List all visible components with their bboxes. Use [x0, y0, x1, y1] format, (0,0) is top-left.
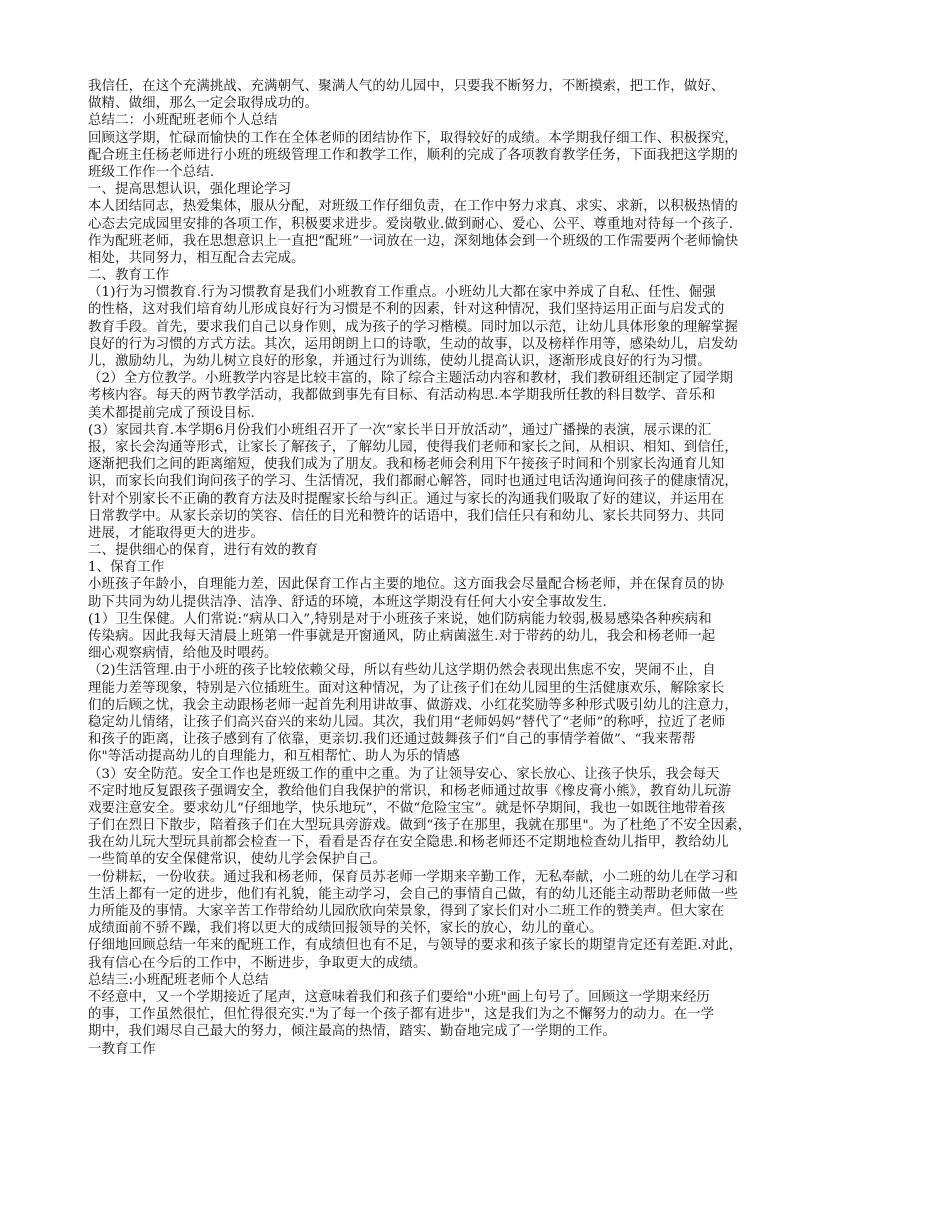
text-line: 本人团结同志，热爱集体，服从分配，对班级工作仔细负责，在工作中努力求真、求实、求新，以积极热情的: [88, 199, 738, 215]
text-line: 逐渐把我们之间的距离缩短，使我们成为了朋友。我和杨老师会利用下午接孩子时间和个别家长沟通育儿知: [88, 457, 725, 473]
text-line: 传染病。因此我每天清晨上班第一件事就是开窗通风，防止病菌滋生.对于带药的幼儿，我会和杨老师一起: [88, 629, 716, 644]
text-line: 和孩子的距离，让孩子感到有了依靠，更亲切.我们还通过鼓舞孩子们“自己的事情学着做”、“我来帮帮: [88, 732, 696, 748]
text-line: 仔细地回顾总结一年来的配班工作，有成绩但也有不足，与领导的要求和孩子家长的期望肯定还有差距.对此，: [88, 938, 743, 954]
text-line: 一教育工作: [88, 1041, 156, 1057]
text-line: 小班孩子年龄小，自理能力差，因此保育工作占主要的地位。这方面我会尽量配合杨老师，并在保育员的协: [88, 577, 725, 593]
text-line: 二、提供细心的保育，进行有效的教育: [88, 543, 319, 559]
text-line: 二、教育工作: [88, 268, 170, 284]
text-line: 戏要注意安全。要求幼儿“仔细地学，快乐地玩”，不做“危险宝宝”。就是怀孕期间，我也一如既往地带着孩: [88, 800, 726, 816]
text-line: 子们在烈日下散步，陪着孩子们在大型玩具旁游戏。做到“孩子在那里，我就在那里"。为了杜绝了不安全因素，: [88, 818, 752, 834]
text-line: 进展，才能取得更大的进步。: [88, 525, 265, 541]
text-line: 的事，工作虽然很忙，但忙得很充实."为了每一个孩子都有进步"，这是我们为之不懈努力的动力。在一学: [88, 1007, 715, 1023]
text-line: (3）家园共育.本学期6月份我们小班组召开了一次“家长半日开放活动”，通过广播操的表演，展示课的汇: [88, 422, 712, 438]
text-line: 一份耕耘，一份收获。通过我和杨老师，保育员苏老师一学期来辛勤工作，无私奉献，小二班的幼儿在学习和: [88, 869, 738, 885]
text-line: 回顾这学期，忙碌而愉快的工作在全体老师的团结协作下，取得较好的成绩。本学期我仔细工作、积极探究，: [88, 130, 738, 146]
text-line: 相处，共同努力，相互配合去完成。: [88, 250, 305, 266]
text-line: 报，家长会沟通等形式，让家长了解孩子，了解幼儿园，使得我们老师和家长之间，从相识、相知、到信任，: [88, 439, 738, 455]
text-line: 我有信心在今后的工作中，不断进步，争取更大的成绩。: [88, 955, 427, 971]
text-line: 1、保育工作: [88, 560, 165, 576]
text-line: 美术都提前完成了预设目标.: [88, 405, 255, 421]
text-line: (1）卫生保健。人们常说:“病从口入”,特别是对于小班孩子来说，她们防病能力较弱,极易感染各种疾病和: [88, 611, 712, 627]
text-line: （3）安全防范。安全工作也是班级工作的重中之重。为了让领导安心、家长放心、让孩子快乐，我会每天: [88, 766, 720, 782]
text-line: 心态去完成园里安排的各项工作，积极要求进步。爱岗敬业.做到耐心、爱心、公平、尊重地对待每一个孩子.: [88, 216, 734, 232]
text-line: 教育手段。首先，要求我们自己以身作则，成为孩子的学习楷模。同时加以示范，让幼儿具体形象的理解掌握: [88, 319, 738, 335]
text-line: 作为配班老师，我在思想意识上一直把“配班”一词放在一边，深刻地体会到一个班级的工作需要两个老师愉快: [88, 233, 739, 249]
text-line: 成绩面前不骄不躁，我们将以更大的成绩回报领导的关怀，家长的放心，幼儿的童心。: [88, 921, 603, 937]
text-line: 理能力差等现象，特别是六位插班生。面对这种情况，为了让孩子们在幼儿园里的生活健康欢乐，解除家长: [88, 680, 725, 696]
text-line: 一、提高思想认识，强化理论学习: [88, 182, 292, 198]
text-line: 不定时地反复跟孩子强调安全，教给他们自我保护的常识，和杨老师通过故事《橡皮膏小熊》，教育幼儿玩游: [88, 783, 732, 799]
text-line: 细心观察病情，给他及时喂药。: [88, 646, 278, 662]
text-line: 我信任，在这个充满挑战、充满朝气、聚满人气的幼儿园中，只要我不断努力，不断摸索，把工作，做好、: [88, 79, 725, 94]
text-line: 一些简单的安全保健常识，使幼儿学会保护自己。: [88, 852, 386, 868]
text-line: 稳定幼儿情绪，让孩子们高兴奋兴的来幼儿园。其次，我们用“老师妈妈”替代了“老师”的称呼，拉近了老师: [88, 714, 726, 730]
text-line: 班级工作作一个总结.: [88, 164, 215, 180]
text-line: 期中，我们竭尽自己最大的努力，倾注最高的热情，踏实、勤奋地完成了一学期的工作。: [88, 1024, 617, 1040]
text-line: 针对个别家长不正确的教育方法及时提醒家长给与纠正。通过与家长的沟通我们吸取了好的建议，并运用在: [88, 491, 725, 507]
text-line: 总结三:小班配班老师个人总结: [88, 972, 269, 988]
text-line: 总结二：小班配班老师个人总结: [88, 113, 278, 129]
text-line: 识，而家长向我们询问孩子的学习、生活情况，我们都耐心解答，同时也通过电话沟通询问孩子的健康情况，: [88, 474, 738, 490]
text-line: （2)生活管理.由于小班的孩子比较依赖父母，所以有些幼儿这学期仍然会表现出焦虑不安，哭闹不止，自: [88, 663, 716, 679]
text-line: 日常教学中。从家长亲切的笑容、信任的目光和赞许的话语中，我们信任只有和幼儿、家长共同努力、共同: [88, 508, 725, 524]
text-line: （2）全方位教学。小班教学内容是比较丰富的，除了综合主题活动内容和教材，我们教研组还制定了园学期: [88, 371, 734, 387]
text-line: 做精、做细，那么一定会取得成功的。: [88, 96, 319, 112]
text-line: 考核内容。每天的两节教学活动，我都做到事先有目标、有活动构思.本学期我所任教的科目数学、音乐和: [88, 388, 716, 404]
text-line: （1)行为习惯教育.行为习惯教育是我们小班教育工作重点。小班幼儿大都在家中养成了自私、任性、倔强: [88, 285, 716, 301]
text-line: 不经意中，又一个学期接近了尾声，这意味着我们和孩子们要给"小班"画上句号了。回顾这一学期来经历: [88, 989, 710, 1005]
text-line: 们的后顾之忧，我会主动跟杨老师一起首先利用讲故事、做游戏、小红花奖励等多种形式吸引幼儿的注意力，: [88, 697, 738, 713]
text-line: 我在幼儿玩大型玩具前都会检查一下，看看是否存在安全隐患.和杨老师还不定期地检查幼儿指甲，教给幼儿: [88, 835, 729, 851]
text-line: 的性格，这对我们培育幼儿形成良好行为习惯是不利的因素，针对这种情况，我们坚持运用正面与启发式的: [88, 302, 725, 318]
text-line: 配合班主任杨老师进行小班的班级管理工作和教学工作，顺利的完成了各项教育教学任务，下面我把这学期的: [88, 147, 738, 163]
text-line: 你"等活动提高幼儿的自理能力，和互相帮忙、助人为乐的情感: [88, 749, 460, 765]
text-line: 力所能及的事情。大家辛苦工作带给幼儿园欣欣向荣景象，得到了家长们对小二班工作的赞美声。但大家在: [88, 904, 725, 919]
text-line: 生活上都有一定的进步，他们有礼貌，能主动学习，会自己的事情自己做，有的幼儿还能主动帮助老师做一些: [88, 886, 738, 902]
text-line: 良好的行为习惯的方式方法。其次，运用朗朗上口的诗歌，生动的故事，以及榜样作用等，感染幼儿，启发幼: [88, 336, 738, 352]
text-line: 助下共同为幼儿提供洁净、洁净、舒适的环境，本班这学期没有任何大小安全事故发生.: [88, 594, 607, 610]
text-line: 儿，激励幼儿，为幼儿树立良好的形象，并通过行为训练，使幼儿提高认识，逐渐形成良好的行为习惯。: [88, 354, 711, 369]
